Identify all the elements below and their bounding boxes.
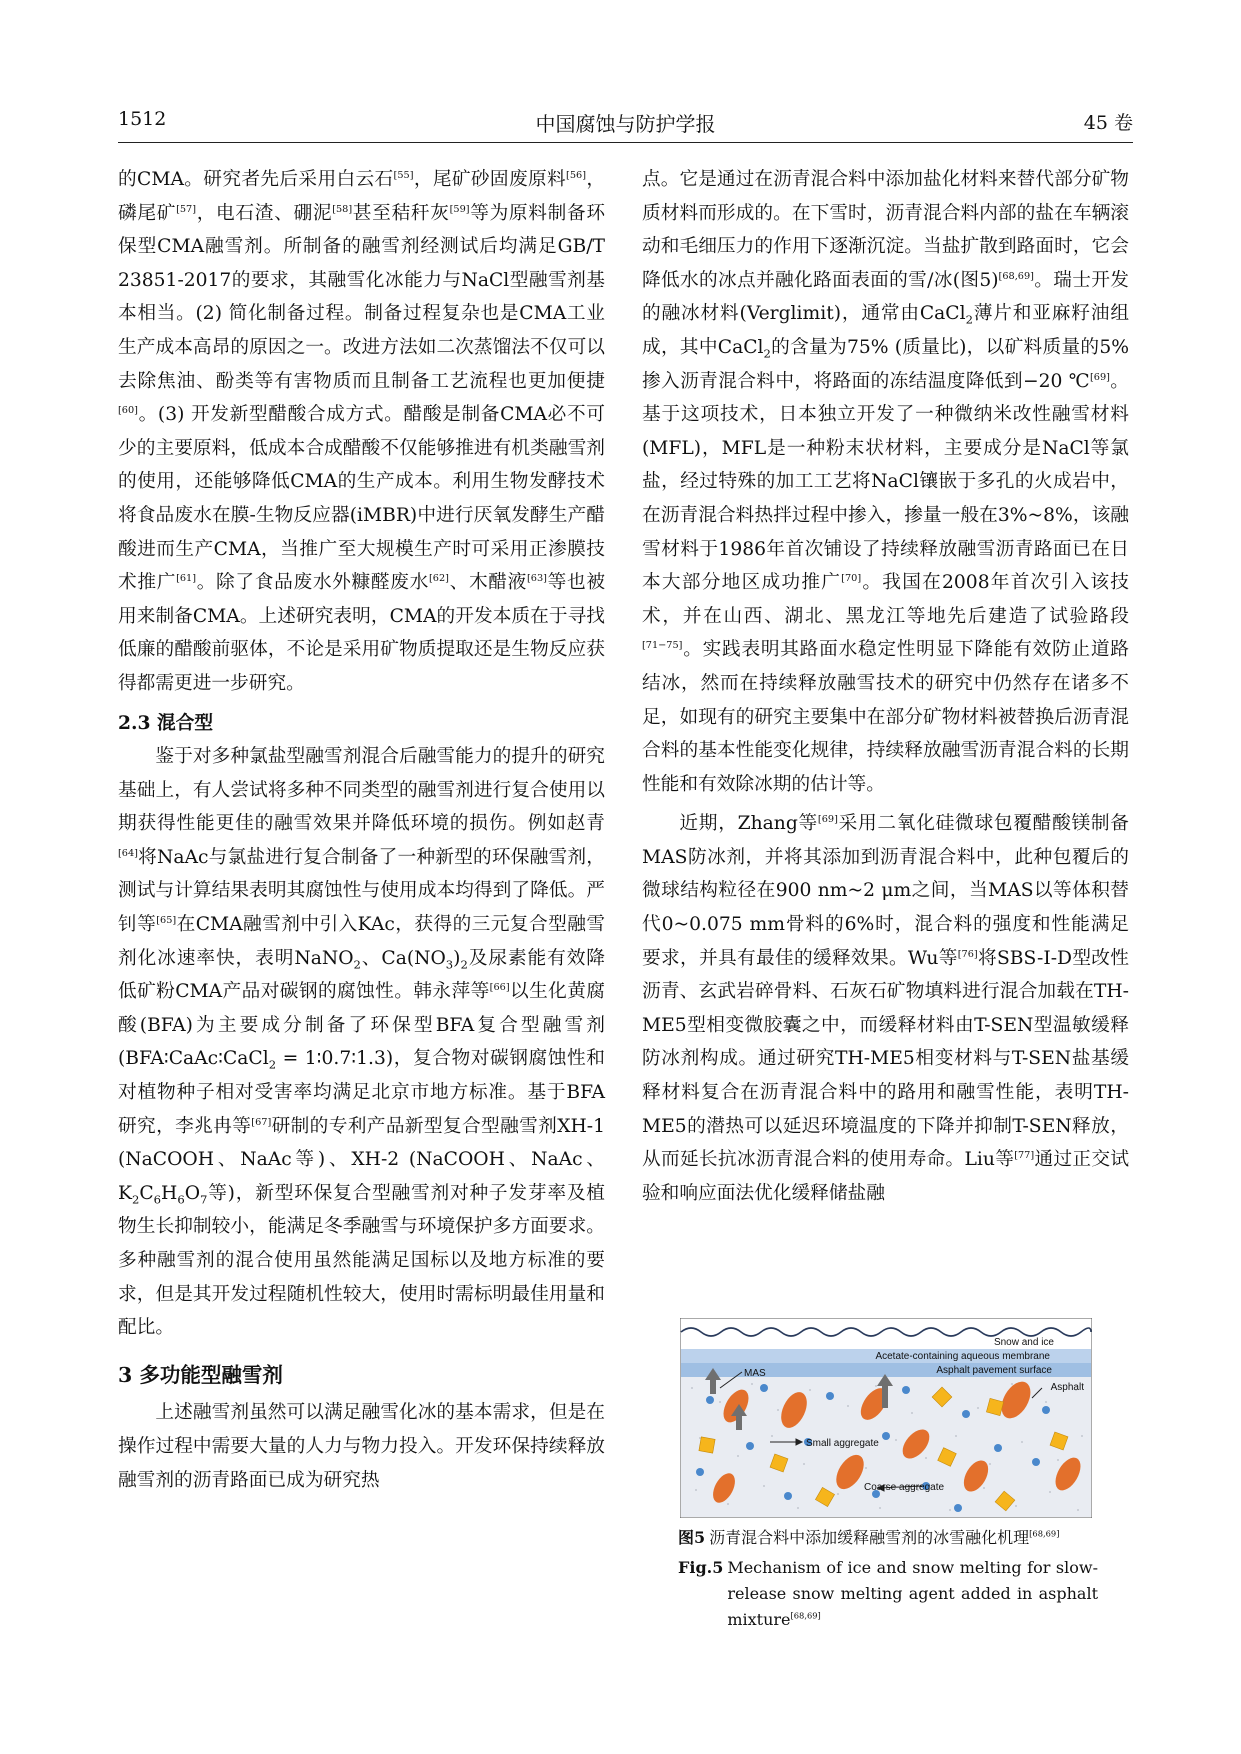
figure-5-caption xyxy=(678,1525,1098,1633)
label-acetate-membrane: Acetate-containing aqueous membrane xyxy=(875,1351,1050,1362)
caption-en-text: Mechanism of ice and snow melting for slow-release snow melting agent added in asphalt mixture xyxy=(727,1558,1098,1629)
figure-5-diagram xyxy=(680,1318,1092,1518)
journal-title: 中国腐蚀与防护学报 xyxy=(535,112,716,136)
caption-english xyxy=(678,1555,1098,1633)
label-mas: MAS xyxy=(744,1368,766,1379)
label-asphalt-surface: Asphalt pavement surface xyxy=(936,1365,1052,1376)
caption-en-label: Fig.5 xyxy=(678,1558,724,1577)
section-heading-3: 3 多功能型融雪剂 xyxy=(118,1362,283,1387)
caption-cn-label: 图5 xyxy=(678,1528,706,1547)
caption-chinese xyxy=(678,1525,1098,1551)
label-snow-and-ice: Snow and ice xyxy=(993,1337,1054,1348)
volume-label: 45 卷 xyxy=(1083,112,1133,134)
paragraph-mixed-type: 鉴于对多种氯盐型融雪剂混合后融雪能力的提升的研究基础上，有人尝试将多种不同类型的融雪剂进行复合使用以期获得性能更佳的融雪效果并降低环境的损伤。例如赵青[64]将NaAc与氯盐进行复合制备了一种新型的环保融雪剂，测试与计算结果表明其腐蚀性与使用成本均得到了降低。严钊等[65]在CMA融雪剂中引入KAc，获得的三元复合型融雪剂化冰速率快，表明NaNO$_2$、$Ca(NO_3)_2$及尿素能有效降低矿粉CMA产品对碳钢的腐蚀性。韩永萍等[66]以生化黄腐酸(BFA)为主要成分制备了环保型BFA复合型融雪剂(BFA∶CaAc∶CaCl$_2$ = 1∶0.7∶1.3)，复合物对碳钢腐蚀性和对植物种子相对受害率均满足北京市地方标准。基于BFA研究，李兆冉等[67]研制的专利产品新型复合型融雪剂XH-1 (NaCOOH、NaAc等)、XH-2 (NaCOOH、NaAc、$K_2C_6H_6O_7$等)，新型环保复合型融雪剂对种子发芽率及植物生长抑制较小，能满足冬季融雪与环境保护多方面要求。多种融雪剂的混合使用虽然能满足国标以及地方标准的要求，但是其开发过程随机性较大，使用时需标明最佳用量和配比。 xyxy=(118,746,606,1339)
paragraph-recent-studies: 近期，Zhang等[69]采用二氧化硅微球包覆醋酸镁制备MAS防冰剂，并将其添加到沥青混合料中，此种包覆后的微球结构粒径在900 nm~2 μm之间，当MAS以等体积替代0~0.075 mm骨料的6%时，混合料的强度和性能满足要求，并具有最佳的缓释效果。Wu等[76]将SBS-I-D型改性沥青、玄武岩碎骨料、石灰石矿物填料进行混合加载在TH-ME5型相变微胶囊之中，而缓释材料由T-SEN型温敏缓释防冰剂构成。通过研究TH-ME5相变材料与T-SEN盐基缓释材料复合在沥青混合料中的路用和融雪性能，表明TH-ME5的潜热可以延迟环境温度的下降并抑制T-SEN释放，从而延长抗冰沥青混合料的使用寿命。Liu等[77]通过正交试验和响应面法优化缓释储盐融 xyxy=(642,813,1130,1204)
label-asphalt: Asphalt xyxy=(1050,1382,1084,1393)
paragraph-multifunctional: 上述融雪剂虽然可以满足融雪化冰的基本需求，但是在操作过程中需要大量的人力与物力投入。开发环保持续释放融雪剂的沥青路面已成为研究热 xyxy=(118,1402,605,1491)
paragraph-slow-release: 点。它是通过在沥青混合料中添加盐化材料来替代部分矿物质材料而形成的。在下雪时，沥青混合料内部的盐在车辆滚动和毛细压力的作用下逐渐沉淀。当盐扩散到路面时，它会降低水的冰点并融化路面表面的雪/冰(图5)[68,69]。瑞士开发的融冰材料(Verglimit)，通常由CaCl$_2$薄片和亚麻籽油组成，其中CaCl$_2$的含量为75% (质量比)，以矿料质量的5%掺入沥青混合料中，将路面的冻结温度降低到−20 ℃[69]。基于这项技术，日本独立开发了一种微纳米改性融雪材料(MFL)，MFL是一种粉末状材料，主要成分是NaCl等氯盐，经过特殊的加工工艺将NaCl镶嵌于多孔的火成岩中，在沥青混合料热拌过程中掺入，掺量一般在3%~8%，该融雪材料于1986年首次铺设了持续释放融雪沥青路面已在日本大部分地区成功推广[70]。我国在2008年首次引入该技术，并在山西、湖北、黑龙江等地先后建造了试验路段[71−75]。实践表明其路面水稳定性明显下降能有效防止道路结冰，然而在持续释放融雪技术的研究中仍然存在诸多不足，如现有的研究主要集中在部分矿物材料被替换后沥青混合料的基本性能变化规律，持续释放融雪沥青混合料的长期性能和有效除冰期的估计等。 xyxy=(642,169,1130,795)
paragraph-cma-development: 的CMA。研究者先后采用白云石[55]，尾矿砂固废原料[56]，磷尾矿[57]，电石渣、硼泥[58]甚至秸秆灰[59]等为原料制备环保型CMA融雪剂。所制备的融雪剂经测试后均满足GB/T 23851-2017的要求，其融雪化冰能力与NaCl型融雪剂基本相当。(2) 简化制备过程。制备过程复杂也是CMA工业生产成本高昂的原因之一。改进方法如二次蒸馏法不仅可以去除焦油、酚类等有害物质而且制备工艺流程也更加便捷[60]。(3) 开发新型醋酸合成方式。醋酸是制备CMA必不可少的主要原料，低成本合成醋酸不仅能够推进有机类融雪剂的使用，还能够降低CMA的生产成本。利用生物发酵技术将食品废水在膜-生物反应器(iMBR)中进行厌氧发酵生产醋酸进而生产CMA，当推广至大规模生产时可采用正渗膜技术推广[61]。除了食品废水外糠醛废水[62]、木醋液[63]等也被用来制备CMA。上述研究表明，CMA的开发本质在于寻找低廉的醋酸前驱体，不论是采用矿物质提取还是生物反应获得都需更进一步研究。 xyxy=(118,169,606,694)
left-column xyxy=(118,163,605,1497)
page-number: 1512 xyxy=(118,108,167,130)
caption-cn-ref: [68,69] xyxy=(1029,1528,1060,1539)
caption-en-ref: [68,69] xyxy=(790,1610,821,1621)
caption-cn-text: 沥青混合料中添加缓释融雪剂的冰雪融化机理 xyxy=(709,1528,1030,1547)
section-heading-2-3: 2.3 混合型 xyxy=(118,711,214,734)
page-header xyxy=(118,108,1133,143)
label-small-aggregate: Small aggregate xyxy=(806,1438,879,1449)
label-coarse-aggregate: Coarse aggregate xyxy=(864,1482,945,1493)
right-column xyxy=(642,163,1129,1210)
